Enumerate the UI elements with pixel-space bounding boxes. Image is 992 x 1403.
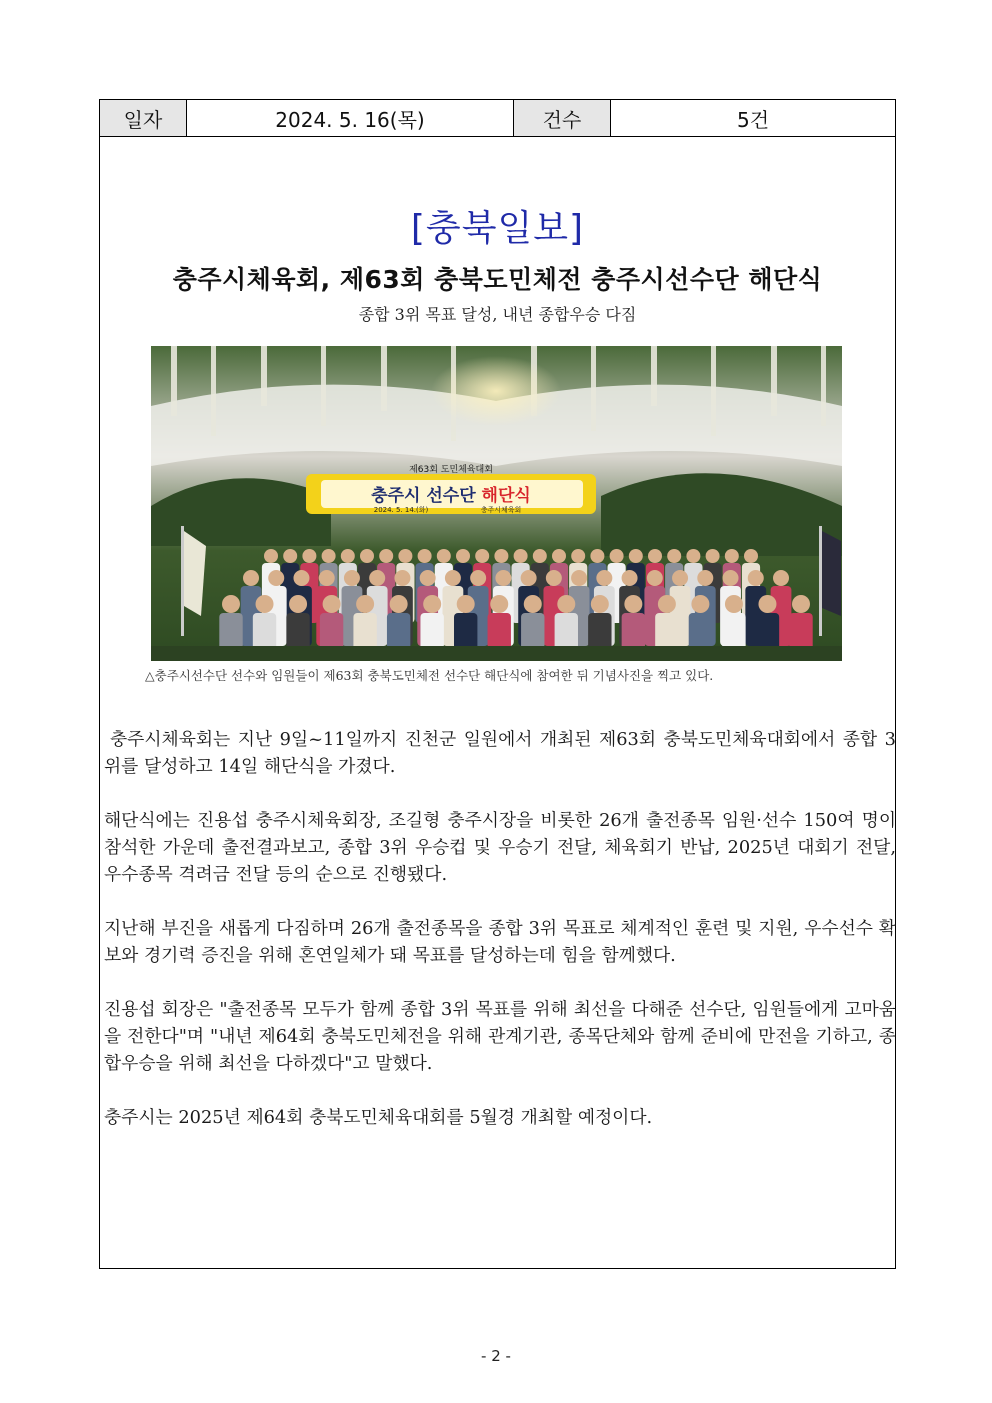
person-head xyxy=(293,570,309,586)
person-head xyxy=(686,549,700,563)
person-head xyxy=(319,570,335,586)
article-headline: 충주시체육회, 제63회 충북도민체전 충주시선수단 해단식 xyxy=(172,265,823,294)
person-head xyxy=(418,549,432,563)
person-head xyxy=(437,549,451,563)
person-head xyxy=(629,549,643,563)
person-head xyxy=(723,570,739,586)
person-head xyxy=(624,595,642,613)
person-head xyxy=(658,595,676,613)
person-head xyxy=(590,549,604,563)
person-head xyxy=(283,549,297,563)
person-head xyxy=(744,549,758,563)
person-head xyxy=(494,549,508,563)
header-table xyxy=(100,100,895,137)
person-head xyxy=(390,595,408,613)
person-head xyxy=(546,570,562,586)
person-head xyxy=(571,549,585,563)
person-head xyxy=(758,595,776,613)
paragraph-4: 진용섭 회장은 "출전종목 모두가 함께 종합 3위 목표를 위해 최선을 다해준 선수단, 임원들에게 고마움을 전한다"며 "내년 제64회 충북도민체전을 위해 관계기관, 종목단체와 함께 준비에 만전을 기하고, 종합우승을 위해 최선을 다하겠다"고 말했다. xyxy=(104,999,896,1074)
person-head xyxy=(725,595,743,613)
person-head xyxy=(524,595,542,613)
person-head xyxy=(445,570,461,586)
person-head xyxy=(571,570,587,586)
person-head xyxy=(423,595,441,613)
person-head xyxy=(256,595,274,613)
person-head xyxy=(773,570,789,586)
person-head xyxy=(552,549,566,563)
person-head xyxy=(323,595,341,613)
person-head xyxy=(706,549,720,563)
person-head xyxy=(521,570,537,586)
person-head xyxy=(360,549,374,563)
paragraph-2: 해단식에는 진용섭 충주시체육회장, 조길형 충주시장을 비롯한 26개 출전종목 임원·선수 150여 명이 참석한 가운데 출전결과보고, 종합 3위 우승컵 및 우승기 전달, 체육회기 반납, 2025년 대회기 전달, 우수종목 격려금 전달 등의 순으로 진행됐다. xyxy=(104,810,896,885)
date-value: 2024. 5. 16(목) xyxy=(187,100,514,136)
page-number: - 2 - xyxy=(481,1347,511,1365)
person-head xyxy=(379,549,393,563)
person-head xyxy=(394,570,410,586)
count-value: 5건 xyxy=(736,107,770,132)
person-head xyxy=(691,595,709,613)
banner-main-text xyxy=(371,485,531,506)
person-head xyxy=(725,549,739,563)
person-head xyxy=(647,570,663,586)
person-head xyxy=(591,595,609,613)
person-head xyxy=(672,570,688,586)
person-head xyxy=(456,549,470,563)
person-head xyxy=(289,595,307,613)
person-head xyxy=(369,570,385,586)
photo-caption: △충주시선수단 선수와 임원들이 제63회 충북도민체전 선수단 해단식에 참여한 뒤 기념사진을 찍고 있다. xyxy=(145,668,714,683)
person-head xyxy=(514,549,528,563)
person-head xyxy=(356,595,374,613)
news-source: [충북일보] xyxy=(410,208,585,249)
person-head xyxy=(457,595,475,613)
person-head xyxy=(490,595,508,613)
banner-main-a: 충주시 선수단 xyxy=(371,486,482,506)
person-head xyxy=(475,549,489,563)
person-head xyxy=(622,570,638,586)
article-body xyxy=(104,726,896,1158)
person-head xyxy=(748,570,764,586)
group-photo xyxy=(151,346,842,661)
count-label: 건수 xyxy=(514,100,611,136)
person-head xyxy=(302,549,316,563)
person-head xyxy=(398,549,412,563)
person-head xyxy=(470,570,486,586)
person-head xyxy=(268,570,284,586)
date-label: 일자 xyxy=(100,100,187,136)
person-head xyxy=(610,549,624,563)
person-head xyxy=(495,570,511,586)
person-head xyxy=(648,549,662,563)
person-head xyxy=(557,595,575,613)
person-head xyxy=(667,549,681,563)
person-head xyxy=(344,570,360,586)
person-head xyxy=(222,595,240,613)
banner-org: 충주시체육회 xyxy=(480,506,522,514)
paragraph-5: 충주시는 2025년 제64회 충북도민체육대회를 5월경 개최할 예정이다. xyxy=(104,1107,653,1128)
person-head xyxy=(322,549,336,563)
person-head xyxy=(596,570,612,586)
person-head xyxy=(341,549,355,563)
paragraph-3: 지난해 부진을 새롭게 다짐하며 26개 출전종목을 종합 3위 목표로 체계적인 훈련 및 지원, 우수선수 확보와 경기력 증진을 위해 혼연일체가 돼 목표를 달성하는데 힘을 함께했다. xyxy=(104,918,896,966)
paragraph-1: 충주시체육회는 지난 9일~11일까지 진천군 일원에서 개최된 제63회 충북도민체육대회에서 종합 3위를 달성하고 14일 해단식을 가졌다. xyxy=(104,729,896,777)
banner-top-text: 제63회 도민체육대회 xyxy=(409,465,493,475)
person-head xyxy=(533,549,547,563)
person-head xyxy=(243,570,259,586)
person-head xyxy=(264,549,278,563)
banner-main-b: 해단식 xyxy=(481,486,531,506)
person-head xyxy=(697,570,713,586)
article-subtitle: 종합 3위 목표 달성, 내년 종합우승 다짐 xyxy=(358,305,637,324)
person-head xyxy=(792,595,810,613)
banner-date: 2024. 5. 14.(화) xyxy=(373,506,429,514)
person-head xyxy=(420,570,436,586)
document-frame xyxy=(99,99,896,1269)
